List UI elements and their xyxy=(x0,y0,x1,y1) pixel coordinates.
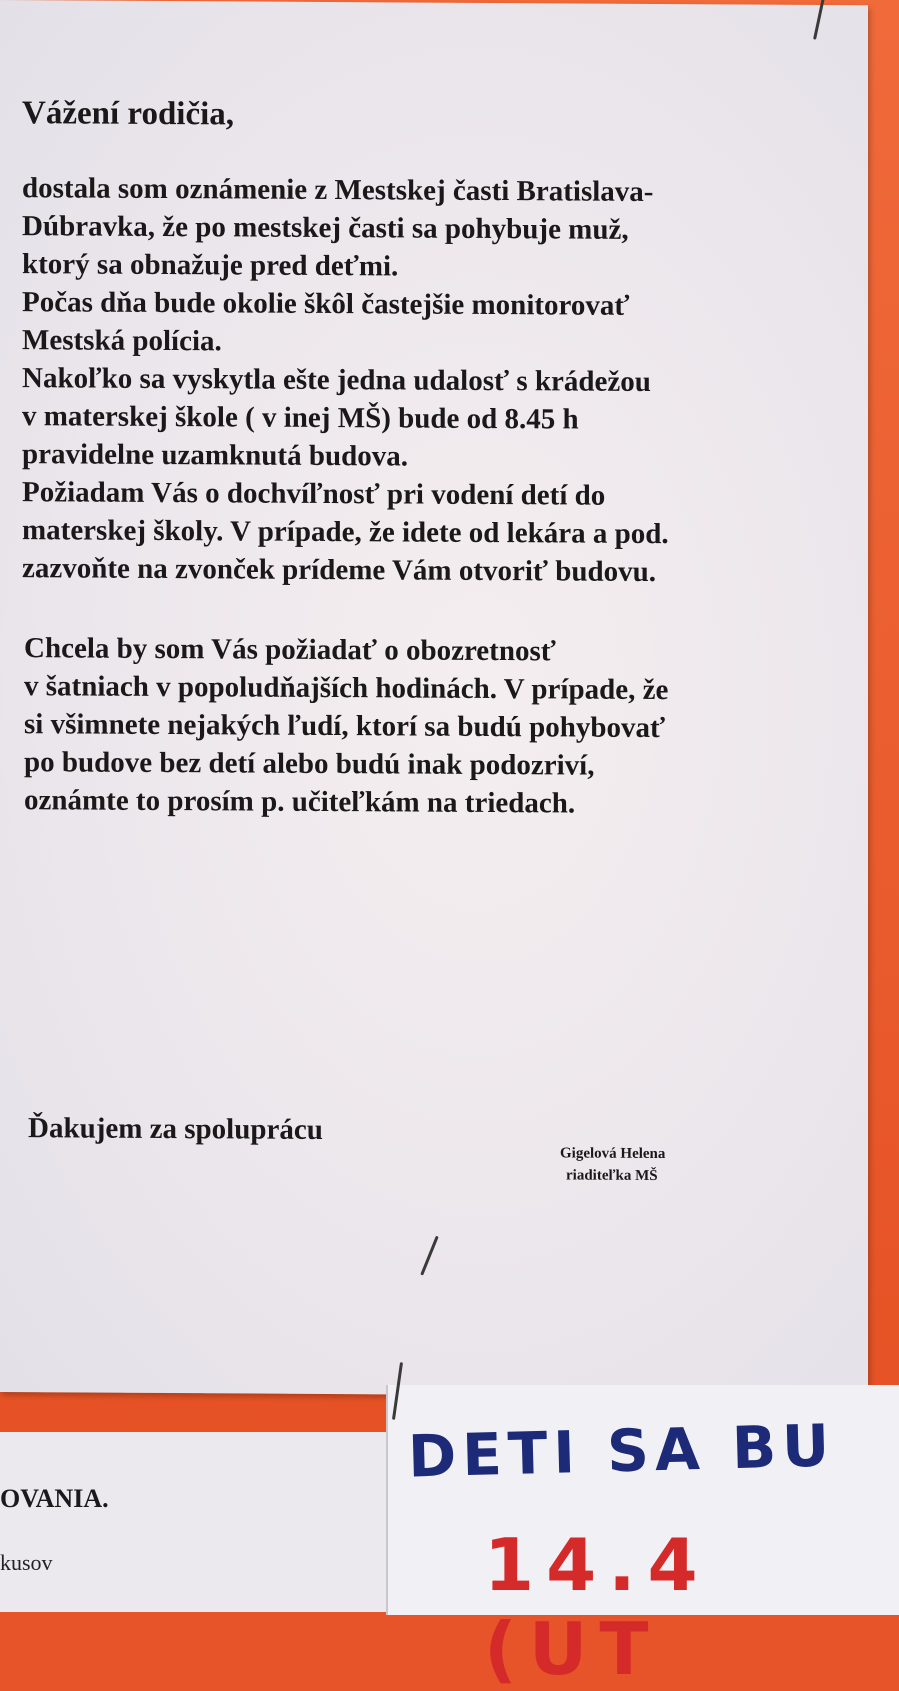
notice-line: zazvoňte na zvonček prídeme Vám otvoriť budovu. xyxy=(22,552,657,589)
signature-title: riaditeľka MŠ xyxy=(566,1167,658,1185)
handwritten-date: 14.4 (UT xyxy=(484,1523,710,1691)
notice-line: v materskej škole ( v inej MŠ) bude od 8.45 h xyxy=(22,400,579,436)
notice-line: v šatniach v popoludňajších hodinách. V prípade, že xyxy=(24,670,669,707)
notice-line: po budove bez detí alebo budú inak podozriví, xyxy=(24,746,595,782)
bottom-left-sheet xyxy=(0,1432,386,1612)
notice-line: ktorý sa obnažuje pred deťmi. xyxy=(22,248,399,283)
notice-line: si všimnete nejakých ľudí, ktorí sa budú pohybovať xyxy=(24,708,666,745)
notice-line: Mestská polícia. xyxy=(22,324,222,358)
handwritten-heading: DETI SA BU xyxy=(407,1411,837,1491)
notice-thanks: Ďakujem za spoluprácu xyxy=(28,1112,323,1146)
notice-line: oznámte to prosím p. učiteľkám na triedach. xyxy=(24,784,576,820)
notice-line: Nakoľko sa vyskytla ešte jedna udalosť s krádežou xyxy=(22,362,651,398)
notice-line: Dúbravka, že po mestskej časti sa pohybuje muž, xyxy=(22,210,629,246)
pin-icon xyxy=(420,1236,439,1276)
bottom-left-heading: OVANIA. xyxy=(0,1484,109,1513)
notice-greeting: Vážení rodičia, xyxy=(22,95,235,133)
notice-line: Chcela by som Vás požiadať o obozretnosť xyxy=(24,632,556,668)
bottom-left-text: kusov xyxy=(0,1550,53,1575)
notice-line: dostala som oznámenie z Mestskej časti Bratislava- xyxy=(22,172,654,208)
notice-line: Požiadam Vás o dochvíľnosť pri vodení detí do xyxy=(22,476,606,512)
notice-line: Počas dňa bude okolie škôl častejšie monitorovať xyxy=(22,286,630,322)
notice-line: pravidelne uzamknutá budova. xyxy=(22,438,408,473)
signature-name: Gigelová Helena xyxy=(560,1145,666,1163)
bottom-right-sheet xyxy=(386,1385,899,1691)
notice-line: materskej školy. V prípade, že idete od lekára a pod. xyxy=(22,514,669,551)
